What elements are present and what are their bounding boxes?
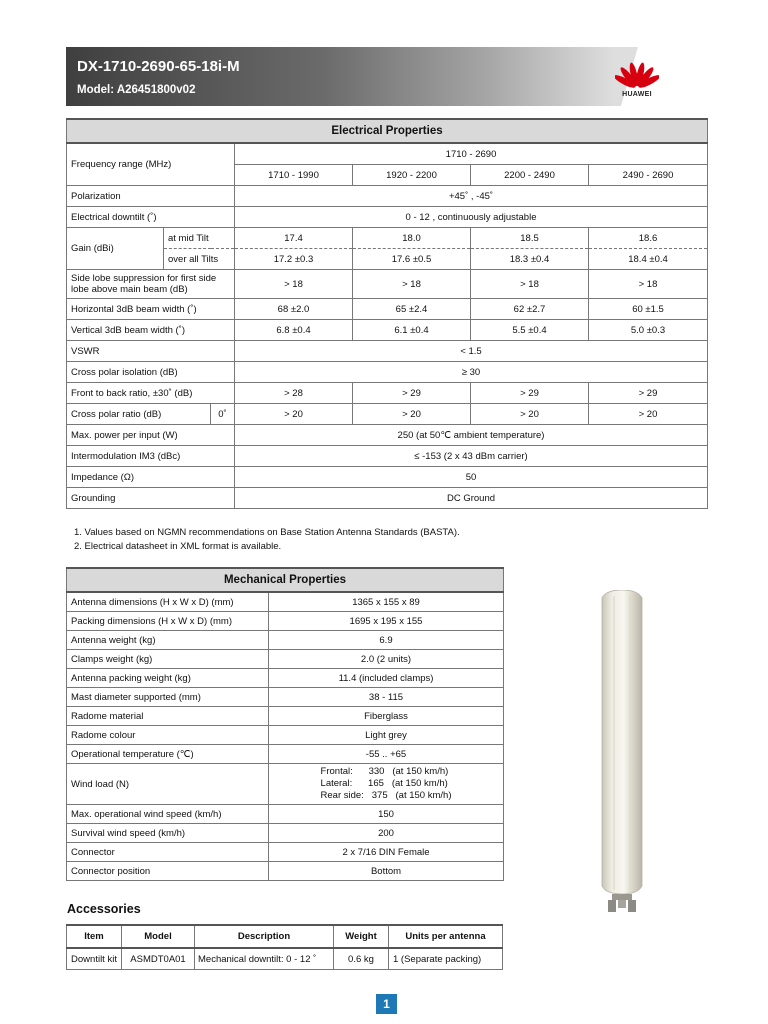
im3-label: Intermodulation IM3 (dBc) — [67, 446, 235, 467]
hbw-label: Horizontal 3dB beam width (˚) — [67, 299, 235, 320]
xpr-2: > 20 — [353, 404, 471, 425]
mech-row — [67, 688, 504, 707]
im3-value: ≤ -153 (2 x 43 dBm carrier) — [235, 446, 708, 467]
wind-rear: Rear side: 375 (at 150 km/h) — [320, 790, 452, 801]
xpr-4: > 20 — [589, 404, 708, 425]
mech-value: 150 — [269, 805, 504, 824]
gain-mid-4: 18.6 — [589, 228, 708, 249]
wind-frontal: Frontal: 330 (at 150 km/h) — [320, 766, 449, 777]
acc-header-model: Model — [122, 925, 195, 948]
gain-over-label: over all Tilts — [164, 249, 235, 270]
mech-value: 2.0 (2 units) — [269, 650, 504, 669]
mech-label: Max. operational wind speed (km/h) — [67, 805, 269, 824]
acc-header-item: Item — [67, 925, 122, 948]
page-number: 1 — [376, 994, 397, 1014]
vbw-2: 6.1 ±0.4 — [353, 320, 471, 341]
vbw-4: 5.0 ±0.3 — [589, 320, 708, 341]
acc-header-units: Units per antenna — [389, 925, 503, 948]
wind-load-value — [269, 764, 504, 805]
mech-label: Connector — [67, 843, 269, 862]
vswr-value: < 1.5 — [235, 341, 708, 362]
band-1: 1710 - 1990 — [235, 165, 353, 186]
huawei-logo — [612, 54, 662, 102]
impedance-value: 50 — [235, 467, 708, 488]
gain-mid-1: 17.4 — [235, 228, 353, 249]
wind-load-label: Wind load (N) — [67, 764, 269, 805]
band-3: 2200 - 2490 — [471, 165, 589, 186]
mech-label: Survival wind speed (km/h) — [67, 824, 269, 843]
mech-value: Bottom — [269, 862, 504, 881]
mechanical-properties-table — [66, 567, 504, 881]
gain-over-3: 18.3 ±0.4 — [471, 249, 589, 270]
product-model: Model: A26451800v02 — [77, 84, 196, 96]
mech-label: Radome material — [67, 707, 269, 726]
mech-label: Antenna dimensions (H x W x D) (mm) — [67, 592, 269, 612]
mech-value: 11.4 (included clamps) — [269, 669, 504, 688]
mech-value: Light grey — [269, 726, 504, 745]
sidelobe-4: > 18 — [589, 270, 708, 299]
mech-row — [67, 631, 504, 650]
mech-row — [67, 805, 504, 824]
xpr-angle: 0˚ — [211, 404, 235, 425]
mech-label: Antenna weight (kg) — [67, 631, 269, 650]
mech-value: Fiberglass — [269, 707, 504, 726]
gain-over-2: 17.6 ±0.5 — [353, 249, 471, 270]
gain-mid-3: 18.5 — [471, 228, 589, 249]
brand-name: HUAWEI — [622, 91, 652, 98]
mech-row — [67, 650, 504, 669]
impedance-label: Impedance (Ω) — [67, 467, 235, 488]
sidelobe-label: Side lobe suppression for first side lobe above main beam (dB) — [67, 270, 235, 299]
mech-row — [67, 707, 504, 726]
grounding-label: Grounding — [67, 488, 235, 509]
ftb-3: > 29 — [471, 383, 589, 404]
mech-row — [67, 824, 504, 843]
huawei-petals-icon — [615, 54, 659, 90]
footnote-2: 2. Electrical datasheet in XML format is available. — [74, 541, 282, 552]
acc-item: Downtilt kit — [67, 948, 122, 970]
downtilt-value: 0 - 12 , continuously adjustable — [235, 207, 708, 228]
vbw-label: Vertical 3dB beam width (˚) — [67, 320, 235, 341]
gain-over-1: 17.2 ±0.3 — [235, 249, 353, 270]
band-4: 2490 - 2690 — [589, 165, 708, 186]
mech-row — [67, 592, 504, 612]
mech-label: Packing dimensions (H x W x D) (mm) — [67, 612, 269, 631]
electrical-properties-table — [66, 118, 708, 509]
ftb-1: > 28 — [235, 383, 353, 404]
xpr-label: Cross polar ratio (dB) — [67, 404, 211, 425]
mech-label: Connector position — [67, 862, 269, 881]
grounding-value: DC Ground — [235, 488, 708, 509]
xpr-1: > 20 — [235, 404, 353, 425]
downtilt-label: Electrical downtilt (˚) — [67, 207, 235, 228]
sidelobe-3: > 18 — [471, 270, 589, 299]
mech-row — [67, 612, 504, 631]
xpi-label: Cross polar isolation (dB) — [67, 362, 235, 383]
electrical-heading: Electrical Properties — [67, 119, 708, 143]
wind-lateral: Lateral: 165 (at 150 km/h) — [320, 778, 448, 789]
power-value: 250 (at 50℃ ambient temperature) — [235, 425, 708, 446]
mech-value: 200 — [269, 824, 504, 843]
accessories-table — [66, 924, 503, 970]
mech-value: 1365 x 155 x 89 — [269, 592, 504, 612]
mech-value: -55 .. +65 — [269, 745, 504, 764]
footnotes — [74, 526, 460, 554]
mech-row — [67, 745, 504, 764]
mech-value: 6.9 — [269, 631, 504, 650]
ftb-2: > 29 — [353, 383, 471, 404]
mech-label: Radome colour — [67, 726, 269, 745]
sidelobe-1: > 18 — [235, 270, 353, 299]
hbw-1: 68 ±2.0 — [235, 299, 353, 320]
freq-range-label: Frequency range (MHz) — [67, 143, 235, 186]
band-2: 1920 - 2200 — [353, 165, 471, 186]
xpr-3: > 20 — [471, 404, 589, 425]
mech-value: 1695 x 195 x 155 — [269, 612, 504, 631]
gain-mid-2: 18.0 — [353, 228, 471, 249]
mech-value: 2 x 7/16 DIN Female — [269, 843, 504, 862]
ftb-4: > 29 — [589, 383, 708, 404]
mech-label: Clamps weight (kg) — [67, 650, 269, 669]
accessories-title: Accessories — [67, 902, 141, 916]
mech-label: Mast diameter supported (mm) — [67, 688, 269, 707]
antenna-product-image — [596, 590, 648, 920]
hbw-3: 62 ±2.7 — [471, 299, 589, 320]
gain-over-4: 18.4 ±0.4 — [589, 249, 708, 270]
gain-label: Gain (dBi) — [67, 228, 164, 270]
mech-row — [67, 843, 504, 862]
mech-row — [67, 726, 504, 745]
vbw-1: 6.8 ±0.4 — [235, 320, 353, 341]
power-label: Max. power per input (W) — [67, 425, 235, 446]
xpi-value: ≥ 30 — [235, 362, 708, 383]
sidelobe-2: > 18 — [353, 270, 471, 299]
vswr-label: VSWR — [67, 341, 235, 362]
hbw-2: 65 ±2.4 — [353, 299, 471, 320]
freq-span: 1710 - 2690 — [235, 143, 708, 165]
acc-units: 1 (Separate packing) — [389, 948, 503, 970]
mech-row — [67, 669, 504, 688]
acc-header-description: Description — [195, 925, 334, 948]
vbw-3: 5.5 ±0.4 — [471, 320, 589, 341]
product-title: DX-1710-2690-65-18i-M — [77, 58, 240, 75]
polarization-label: Polarization — [67, 186, 235, 207]
acc-description: Mechanical downtilt: 0 - 12 ˚ — [195, 948, 334, 970]
gain-mid-label: at mid Tilt — [164, 228, 235, 249]
acc-model: ASMDT0A01 — [122, 948, 195, 970]
mechanical-heading: Mechanical Properties — [67, 568, 504, 592]
mech-label: Operational temperature (℃) — [67, 745, 269, 764]
mech-row — [67, 862, 504, 881]
hbw-4: 60 ±1.5 — [589, 299, 708, 320]
ftb-label: Front to back ratio, ±30˚ (dB) — [67, 383, 235, 404]
acc-header-weight: Weight — [334, 925, 389, 948]
acc-weight: 0.6 kg — [334, 948, 389, 970]
polarization-value: +45˚ , -45˚ — [235, 186, 708, 207]
mech-label: Antenna packing weight (kg) — [67, 669, 269, 688]
mech-value: 38 - 115 — [269, 688, 504, 707]
footnote-1: 1. Values based on NGMN recommendations on Base Station Antenna Standards (BASTA). — [74, 527, 460, 538]
